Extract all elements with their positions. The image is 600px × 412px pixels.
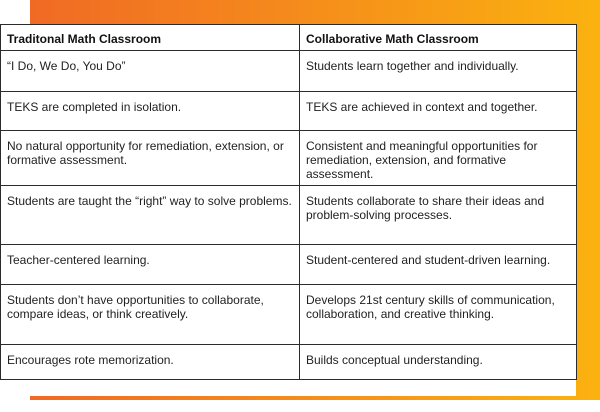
table-header-row: [1, 25, 577, 51]
header-collaborative: Collaborative Math Classroom: [300, 25, 577, 51]
collaborative-cell: Consistent and meaningful opportunities for remediation, extension, and formative assessment.: [300, 131, 577, 186]
traditional-cell: Students are taught the “right” way to solve problems.: [1, 186, 300, 245]
table-row: [1, 92, 577, 131]
table-row: [1, 285, 577, 345]
collaborative-cell: Students learn together and individually.: [300, 51, 577, 92]
traditional-cell: Teacher-centered learning.: [1, 245, 300, 285]
table-row: [1, 51, 577, 92]
table-row: [1, 131, 577, 186]
traditional-cell: No natural opportunity for remediation, extension, or formative assessment.: [1, 131, 300, 186]
backdrop-bottom-edge: [0, 400, 600, 412]
header-traditional: Traditonal Math Classroom: [1, 25, 300, 51]
traditional-cell: “I Do, We Do, You Do”: [1, 51, 300, 92]
comparison-table: [0, 24, 577, 380]
traditional-cell: Students don’t have opportunities to collaborate, compare ideas, or think creatively.: [1, 285, 300, 345]
table-row: [1, 245, 577, 285]
collaborative-cell: Builds conceptual understanding.: [300, 345, 577, 380]
collaborative-cell: Students collaborate to share their ideas and problem-solving processes.: [300, 186, 577, 245]
collaborative-cell: Student-centered and student-driven learning.: [300, 245, 577, 285]
table-row: [1, 345, 577, 380]
traditional-cell: TEKS are completed in isolation.: [1, 92, 300, 131]
traditional-cell: Encourages rote memorization.: [1, 345, 300, 380]
comparison-table-container: [0, 24, 576, 396]
collaborative-cell: Develops 21st century skills of communication, collaboration, and creative thinking.: [300, 285, 577, 345]
collaborative-cell: TEKS are achieved in context and together.: [300, 92, 577, 131]
table-row: [1, 186, 577, 245]
